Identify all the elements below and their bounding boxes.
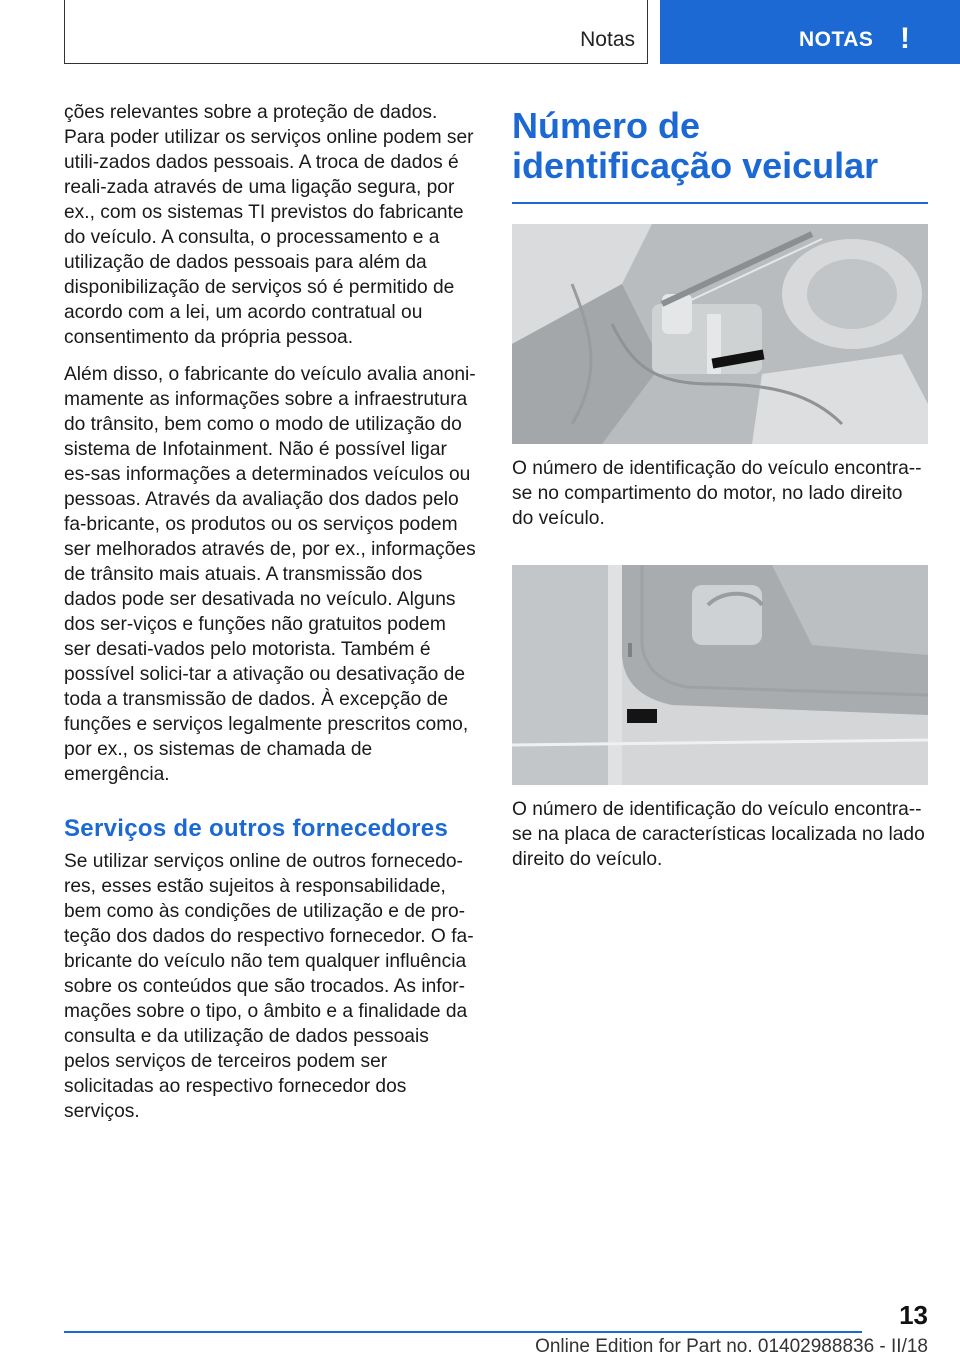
figure-caption: O número de identificação do veículo encontra--se no compartimento do motor, no lado direito do veículo.: [512, 457, 922, 529]
section-paragraph: Se utilizar serviços online de outros fornecedo-res, esses estão sujeitos à responsabilidade, bem como às condições de utilização e de pro-teção dos dados do respectivo fornecedor. O fa-bricante do veículo não tem qualquer influência sobre os conteúdos que são trocados. As infor-mações sobre o tipo, o âmbito e a finalidade da consulta e da utilização de dados pessoais pelos serviços de terceiros podem ser solicitadas ao respectivo fornecedor dos serviços.: [64, 851, 474, 1122]
edition-info: Online Edition for Part no. 01402988836 - II/18: [535, 1336, 928, 1357]
section-heading: Serviços de outros fornecedores: [64, 815, 449, 842]
header-section-title: Notas: [580, 28, 635, 51]
header-tab-label: NOTAS: [799, 28, 874, 51]
figure-caption: O número de identificação do veículo encontra--se na placa de características localizada no lado direito do veículo.: [512, 798, 925, 870]
page-number: 13: [899, 1300, 928, 1330]
exclamation-icon: !: [900, 22, 910, 55]
header-section-box: [64, 0, 648, 64]
heading-divider: [512, 202, 928, 204]
header-chapter-tab: [660, 0, 960, 64]
body-paragraph: Além disso, o fabricante do veículo avalia anoni-mamente as informações sobre a infraestrutura do trânsito, bem como o modo de utilização do sistema de Infotainment. Não é possível ligar es-sas informações a determinados veículos ou pessoas. Através da avaliação dos dados pelo fa-bricante, os produtos ou os serviços podem ser melhorados através de, por ex., informações de trânsito mais atuais. A transmissão dos dados pode ser desativada no veículo. Alguns dos ser-viços e funções não gratuitos podem ser desati-vados pelo motorista. Também é possível solici-tar a ativação ou desativação de toda a transmissão de dados. À excepção de funções e serviços legalmente prescritos como, por ex., os sistemas de chamada de emergência.: [64, 364, 476, 785]
door-pillar-image: [512, 565, 928, 785]
left-column: [64, 100, 476, 1136]
body-paragraph: ções relevantes sobre a proteção de dados. Para poder utilizar os serviços online podem ser utili-zados dados pessoais. A troca de dados é reali-zada através de uma ligação segura, por ex., com os sistemas TI previstos do fabricante do veículo. A consulta, o processamento e a utilização de dados pessoais para além da disponibilização de serviços só é permitido de acordo com a lei, um acordo contratual ou consentimento da própria pessoa.: [64, 102, 474, 348]
page-title: Número de identificação veicular: [512, 105, 879, 186]
engine-compartment-image: [512, 224, 928, 444]
footer-divider: [64, 1331, 862, 1333]
right-column: [512, 100, 928, 906]
